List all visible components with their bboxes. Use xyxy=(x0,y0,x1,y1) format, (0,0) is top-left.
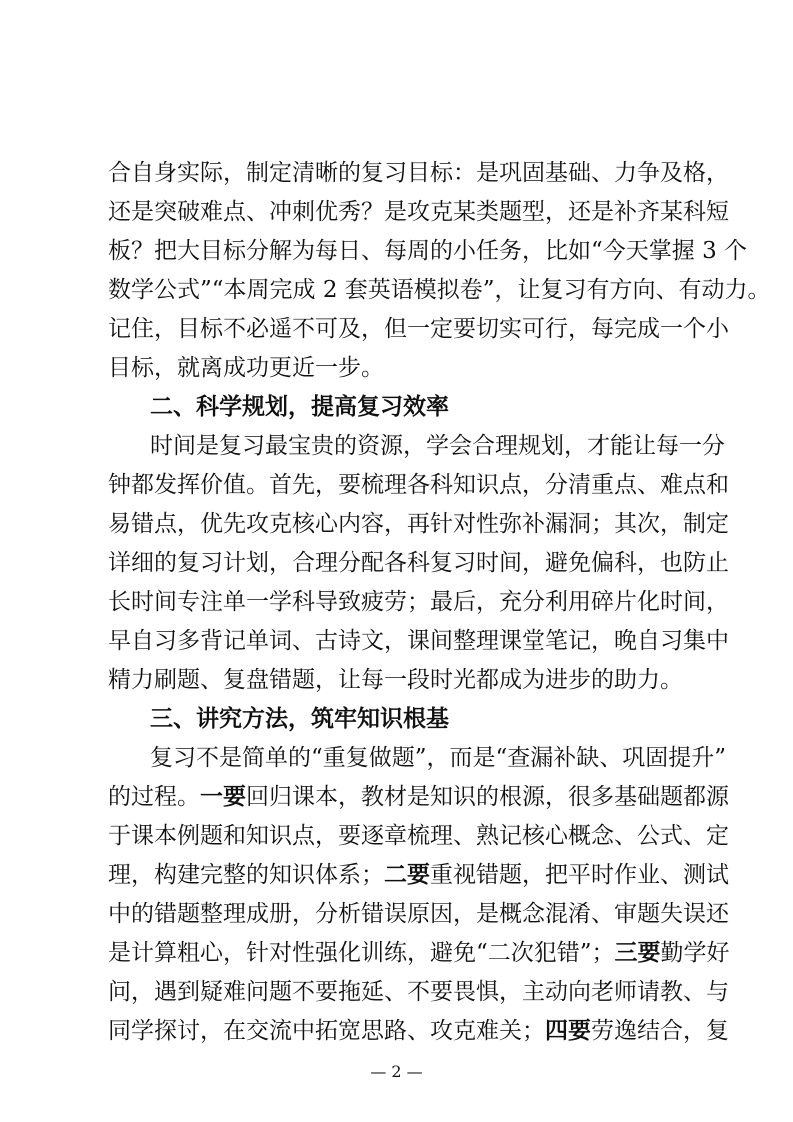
paragraph-line: 钟都发挥价值。首先，要梳理各科知识点，分清重点、难点和 xyxy=(108,472,729,498)
bold-text: 二要 xyxy=(384,862,430,888)
text-run: 理，构建完整的知识体系； xyxy=(108,862,384,888)
paragraph-line: 复习不是简单的“重复做题”，而是“查漏补缺、巩固提升” xyxy=(150,745,727,771)
page-number: — 2 — xyxy=(370,1062,423,1081)
paragraph-line: 目标，就离成功更近一步。 xyxy=(108,355,384,381)
paragraph-line xyxy=(108,782,729,812)
paragraph-line: 精力刷题、复盘错题，让每一段时光都成为进步的助力。 xyxy=(108,667,683,693)
text-run: 同学探讨，在交流中拓宽思路、攻克难关； xyxy=(108,1018,545,1044)
paragraph-line: 早自习多背记单词、古诗文，课间整理课堂笔记，晚自习集中 xyxy=(108,628,729,654)
text-run: 重视错题，把平时作业、测试 xyxy=(430,862,729,888)
paragraph-line xyxy=(108,938,730,968)
paragraph-line: 板？把大目标分解为每日、每周的小任务，比如“今天掌握 3 个 xyxy=(108,238,748,264)
paragraph-line: 数学公式”“本周完成 2 套英语模拟卷”，让复习有方向、有动力。 xyxy=(108,277,771,303)
paragraph-line xyxy=(108,860,729,890)
text-run: 勤学好 xyxy=(660,940,730,966)
paragraph-line: 长时间专注单一学科导致疲劳；最后，充分利用碎片化时间， xyxy=(108,589,729,615)
paragraph-line: 中的错题整理成册，分析错误原因，是概念混淆、审题失误还 xyxy=(108,901,729,927)
paragraph-line: 易错点，优先攻克核心内容，再针对性弥补漏洞；其次，制定 xyxy=(108,511,729,537)
section-heading: 三、讲究方法，筑牢知识根基 xyxy=(150,706,449,732)
section-heading: 二、科学规划，提高复习效率 xyxy=(150,394,449,420)
paragraph-line: 合自身实际，制定清晰的复习目标：是巩固基础、力争及格， xyxy=(108,160,729,186)
text-run: 的过程。 xyxy=(108,784,200,810)
paragraph-line: 详细的复习计划，合理分配各科复习时间，避免偏科，也防止 xyxy=(108,550,729,576)
paragraph-line: 问，遇到疑难问题不要拖延、不要畏惧，主动向老师请教、与 xyxy=(108,979,729,1005)
paragraph-line: 记住，目标不必遥不可及，但一定要切实可行，每完成一个小 xyxy=(108,316,729,342)
text-run: 是计算粗心，针对性强化训练，避免“二次犯错”； xyxy=(108,940,615,966)
paragraph-line: 还是突破难点、冲刺优秀？是攻克某类题型，还是补齐某科短 xyxy=(108,199,729,225)
paragraph-line: 于课本例题和知识点，要逐章梳理、熟记核心概念、公式、定 xyxy=(108,823,729,849)
text-run: 回归课本，教材是知识的根源，很多基础题都源 xyxy=(246,784,729,810)
bold-text: 三要 xyxy=(614,940,661,966)
paragraph-line: 时间是复习最宝贵的资源，学会合理规划，才能让每一分 xyxy=(150,433,725,459)
bold-text: 四要 xyxy=(545,1018,591,1044)
text-run: 劳逸结合，复 xyxy=(591,1018,729,1044)
bold-text: 一要 xyxy=(200,784,246,810)
paragraph-line xyxy=(108,1016,729,1046)
